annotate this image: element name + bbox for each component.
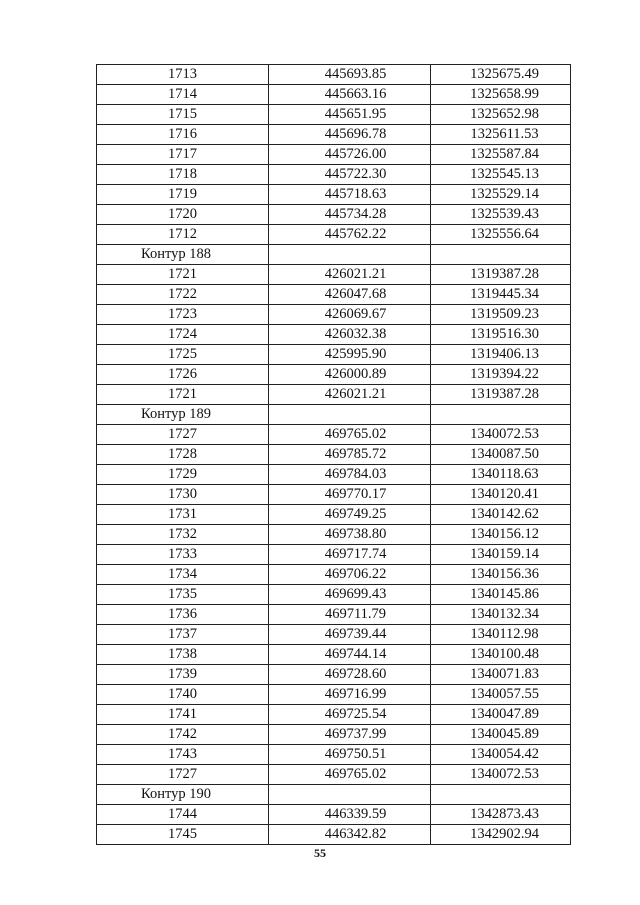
empty-cell bbox=[269, 245, 431, 265]
x-coordinate-cell: 445696.78 bbox=[269, 125, 431, 145]
x-coordinate-cell: 445734.28 bbox=[269, 205, 431, 225]
table-row bbox=[97, 665, 571, 685]
point-number-cell: 1716 bbox=[97, 125, 269, 145]
table-row bbox=[97, 225, 571, 245]
table-row bbox=[97, 185, 571, 205]
point-number-cell: 1732 bbox=[97, 525, 269, 545]
x-coordinate-cell: 469739.44 bbox=[269, 625, 431, 645]
point-number-cell: 1714 bbox=[97, 85, 269, 105]
x-coordinate-cell: 446342.82 bbox=[269, 825, 431, 845]
point-number-cell: 1720 bbox=[97, 205, 269, 225]
point-number-cell: 1712 bbox=[97, 225, 269, 245]
x-coordinate-cell: 469765.02 bbox=[269, 765, 431, 785]
y-coordinate-cell: 1325658.99 bbox=[431, 85, 571, 105]
x-coordinate-cell: 445663.16 bbox=[269, 85, 431, 105]
table-row bbox=[97, 705, 571, 725]
empty-cell bbox=[269, 405, 431, 425]
y-coordinate-cell: 1325556.64 bbox=[431, 225, 571, 245]
table-row bbox=[97, 165, 571, 185]
x-coordinate-cell: 426021.21 bbox=[269, 265, 431, 285]
x-coordinate-cell: 426047.68 bbox=[269, 285, 431, 305]
contour-label-cell: Контур 189 bbox=[97, 405, 269, 425]
y-coordinate-cell: 1340159.14 bbox=[431, 545, 571, 565]
x-coordinate-cell: 469784.03 bbox=[269, 465, 431, 485]
table-row bbox=[97, 385, 571, 405]
y-coordinate-cell: 1325652.98 bbox=[431, 105, 571, 125]
point-number-cell: 1740 bbox=[97, 685, 269, 705]
contour-header-row bbox=[97, 405, 571, 425]
empty-cell bbox=[431, 785, 571, 805]
point-number-cell: 1715 bbox=[97, 105, 269, 125]
x-coordinate-cell: 445722.30 bbox=[269, 165, 431, 185]
table-row bbox=[97, 585, 571, 605]
x-coordinate-cell: 426021.21 bbox=[269, 385, 431, 405]
table-row bbox=[97, 285, 571, 305]
y-coordinate-cell: 1342902.94 bbox=[431, 825, 571, 845]
contour-header-row bbox=[97, 785, 571, 805]
table-row bbox=[97, 305, 571, 325]
point-number-cell: 1721 bbox=[97, 265, 269, 285]
y-coordinate-cell: 1325539.43 bbox=[431, 205, 571, 225]
y-coordinate-cell: 1340156.12 bbox=[431, 525, 571, 545]
point-number-cell: 1726 bbox=[97, 365, 269, 385]
x-coordinate-cell: 469738.80 bbox=[269, 525, 431, 545]
x-coordinate-cell: 426000.89 bbox=[269, 365, 431, 385]
point-number-cell: 1733 bbox=[97, 545, 269, 565]
x-coordinate-cell: 469765.02 bbox=[269, 425, 431, 445]
coordinates-table bbox=[96, 64, 571, 845]
table-row bbox=[97, 145, 571, 165]
point-number-cell: 1728 bbox=[97, 445, 269, 465]
y-coordinate-cell: 1340132.34 bbox=[431, 605, 571, 625]
point-number-cell: 1723 bbox=[97, 305, 269, 325]
y-coordinate-cell: 1340072.53 bbox=[431, 765, 571, 785]
table-row bbox=[97, 325, 571, 345]
table-row bbox=[97, 265, 571, 285]
y-coordinate-cell: 1340100.48 bbox=[431, 645, 571, 665]
empty-cell bbox=[431, 245, 571, 265]
point-number-cell: 1713 bbox=[97, 65, 269, 85]
y-coordinate-cell: 1325611.53 bbox=[431, 125, 571, 145]
y-coordinate-cell: 1340118.63 bbox=[431, 465, 571, 485]
point-number-cell: 1743 bbox=[97, 745, 269, 765]
y-coordinate-cell: 1319406.13 bbox=[431, 345, 571, 365]
contour-label-cell: Контур 190 bbox=[97, 785, 269, 805]
x-coordinate-cell: 445693.85 bbox=[269, 65, 431, 85]
coordinates-sheet bbox=[96, 64, 570, 845]
y-coordinate-cell: 1340156.36 bbox=[431, 565, 571, 585]
y-coordinate-cell: 1340071.83 bbox=[431, 665, 571, 685]
x-coordinate-cell: 469749.25 bbox=[269, 505, 431, 525]
y-coordinate-cell: 1340045.89 bbox=[431, 725, 571, 745]
table-row bbox=[97, 205, 571, 225]
point-number-cell: 1735 bbox=[97, 585, 269, 605]
x-coordinate-cell: 469737.99 bbox=[269, 725, 431, 745]
y-coordinate-cell: 1340057.55 bbox=[431, 685, 571, 705]
contour-header-row bbox=[97, 245, 571, 265]
table-row bbox=[97, 365, 571, 385]
y-coordinate-cell: 1319387.28 bbox=[431, 265, 571, 285]
point-number-cell: 1727 bbox=[97, 765, 269, 785]
point-number-cell: 1721 bbox=[97, 385, 269, 405]
table-row bbox=[97, 645, 571, 665]
table-row bbox=[97, 525, 571, 545]
table-row bbox=[97, 125, 571, 145]
y-coordinate-cell: 1342873.43 bbox=[431, 805, 571, 825]
point-number-cell: 1745 bbox=[97, 825, 269, 845]
y-coordinate-cell: 1319445.34 bbox=[431, 285, 571, 305]
x-coordinate-cell: 469716.99 bbox=[269, 685, 431, 705]
table-row bbox=[97, 345, 571, 365]
table-row bbox=[97, 605, 571, 625]
x-coordinate-cell: 445726.00 bbox=[269, 145, 431, 165]
table-row bbox=[97, 745, 571, 765]
x-coordinate-cell: 469770.17 bbox=[269, 485, 431, 505]
point-number-cell: 1736 bbox=[97, 605, 269, 625]
y-coordinate-cell: 1340112.98 bbox=[431, 625, 571, 645]
y-coordinate-cell: 1325675.49 bbox=[431, 65, 571, 85]
x-coordinate-cell: 469725.54 bbox=[269, 705, 431, 725]
point-number-cell: 1727 bbox=[97, 425, 269, 445]
x-coordinate-cell: 469711.79 bbox=[269, 605, 431, 625]
x-coordinate-cell: 469728.60 bbox=[269, 665, 431, 685]
point-number-cell: 1730 bbox=[97, 485, 269, 505]
table-row bbox=[97, 445, 571, 465]
x-coordinate-cell: 469699.43 bbox=[269, 585, 431, 605]
x-coordinate-cell: 469717.74 bbox=[269, 545, 431, 565]
point-number-cell: 1717 bbox=[97, 145, 269, 165]
point-number-cell: 1731 bbox=[97, 505, 269, 525]
x-coordinate-cell: 469750.51 bbox=[269, 745, 431, 765]
y-coordinate-cell: 1325587.84 bbox=[431, 145, 571, 165]
x-coordinate-cell: 445718.63 bbox=[269, 185, 431, 205]
point-number-cell: 1734 bbox=[97, 565, 269, 585]
table-row bbox=[97, 625, 571, 645]
coordinates-table-body bbox=[97, 65, 571, 845]
point-number-cell: 1744 bbox=[97, 805, 269, 825]
table-row bbox=[97, 85, 571, 105]
y-coordinate-cell: 1340072.53 bbox=[431, 425, 571, 445]
point-number-cell: 1742 bbox=[97, 725, 269, 745]
table-row bbox=[97, 725, 571, 745]
contour-label-cell: Контур 188 bbox=[97, 245, 269, 265]
y-coordinate-cell: 1340054.42 bbox=[431, 745, 571, 765]
page-number: 55 bbox=[314, 846, 326, 860]
table-row bbox=[97, 825, 571, 845]
x-coordinate-cell: 445651.95 bbox=[269, 105, 431, 125]
point-number-cell: 1725 bbox=[97, 345, 269, 365]
x-coordinate-cell: 469785.72 bbox=[269, 445, 431, 465]
y-coordinate-cell: 1325545.13 bbox=[431, 165, 571, 185]
empty-cell bbox=[269, 785, 431, 805]
table-row bbox=[97, 805, 571, 825]
table-row bbox=[97, 65, 571, 85]
table-row bbox=[97, 545, 571, 565]
x-coordinate-cell: 426069.67 bbox=[269, 305, 431, 325]
table-row bbox=[97, 105, 571, 125]
y-coordinate-cell: 1319509.23 bbox=[431, 305, 571, 325]
point-number-cell: 1739 bbox=[97, 665, 269, 685]
table-row bbox=[97, 465, 571, 485]
y-coordinate-cell: 1340047.89 bbox=[431, 705, 571, 725]
y-coordinate-cell: 1340087.50 bbox=[431, 445, 571, 465]
table-row bbox=[97, 425, 571, 445]
empty-cell bbox=[431, 405, 571, 425]
x-coordinate-cell: 446339.59 bbox=[269, 805, 431, 825]
table-row bbox=[97, 765, 571, 785]
point-number-cell: 1722 bbox=[97, 285, 269, 305]
point-number-cell: 1724 bbox=[97, 325, 269, 345]
table-row bbox=[97, 505, 571, 525]
point-number-cell: 1738 bbox=[97, 645, 269, 665]
table-row bbox=[97, 485, 571, 505]
point-number-cell: 1729 bbox=[97, 465, 269, 485]
point-number-cell: 1719 bbox=[97, 185, 269, 205]
table-row bbox=[97, 685, 571, 705]
y-coordinate-cell: 1325529.14 bbox=[431, 185, 571, 205]
point-number-cell: 1718 bbox=[97, 165, 269, 185]
y-coordinate-cell: 1319394.22 bbox=[431, 365, 571, 385]
x-coordinate-cell: 445762.22 bbox=[269, 225, 431, 245]
table-row bbox=[97, 565, 571, 585]
y-coordinate-cell: 1340120.41 bbox=[431, 485, 571, 505]
point-number-cell: 1737 bbox=[97, 625, 269, 645]
point-number-cell: 1741 bbox=[97, 705, 269, 725]
x-coordinate-cell: 469706.22 bbox=[269, 565, 431, 585]
x-coordinate-cell: 425995.90 bbox=[269, 345, 431, 365]
x-coordinate-cell: 469744.14 bbox=[269, 645, 431, 665]
y-coordinate-cell: 1340145.86 bbox=[431, 585, 571, 605]
y-coordinate-cell: 1340142.62 bbox=[431, 505, 571, 525]
y-coordinate-cell: 1319516.30 bbox=[431, 325, 571, 345]
x-coordinate-cell: 426032.38 bbox=[269, 325, 431, 345]
y-coordinate-cell: 1319387.28 bbox=[431, 385, 571, 405]
